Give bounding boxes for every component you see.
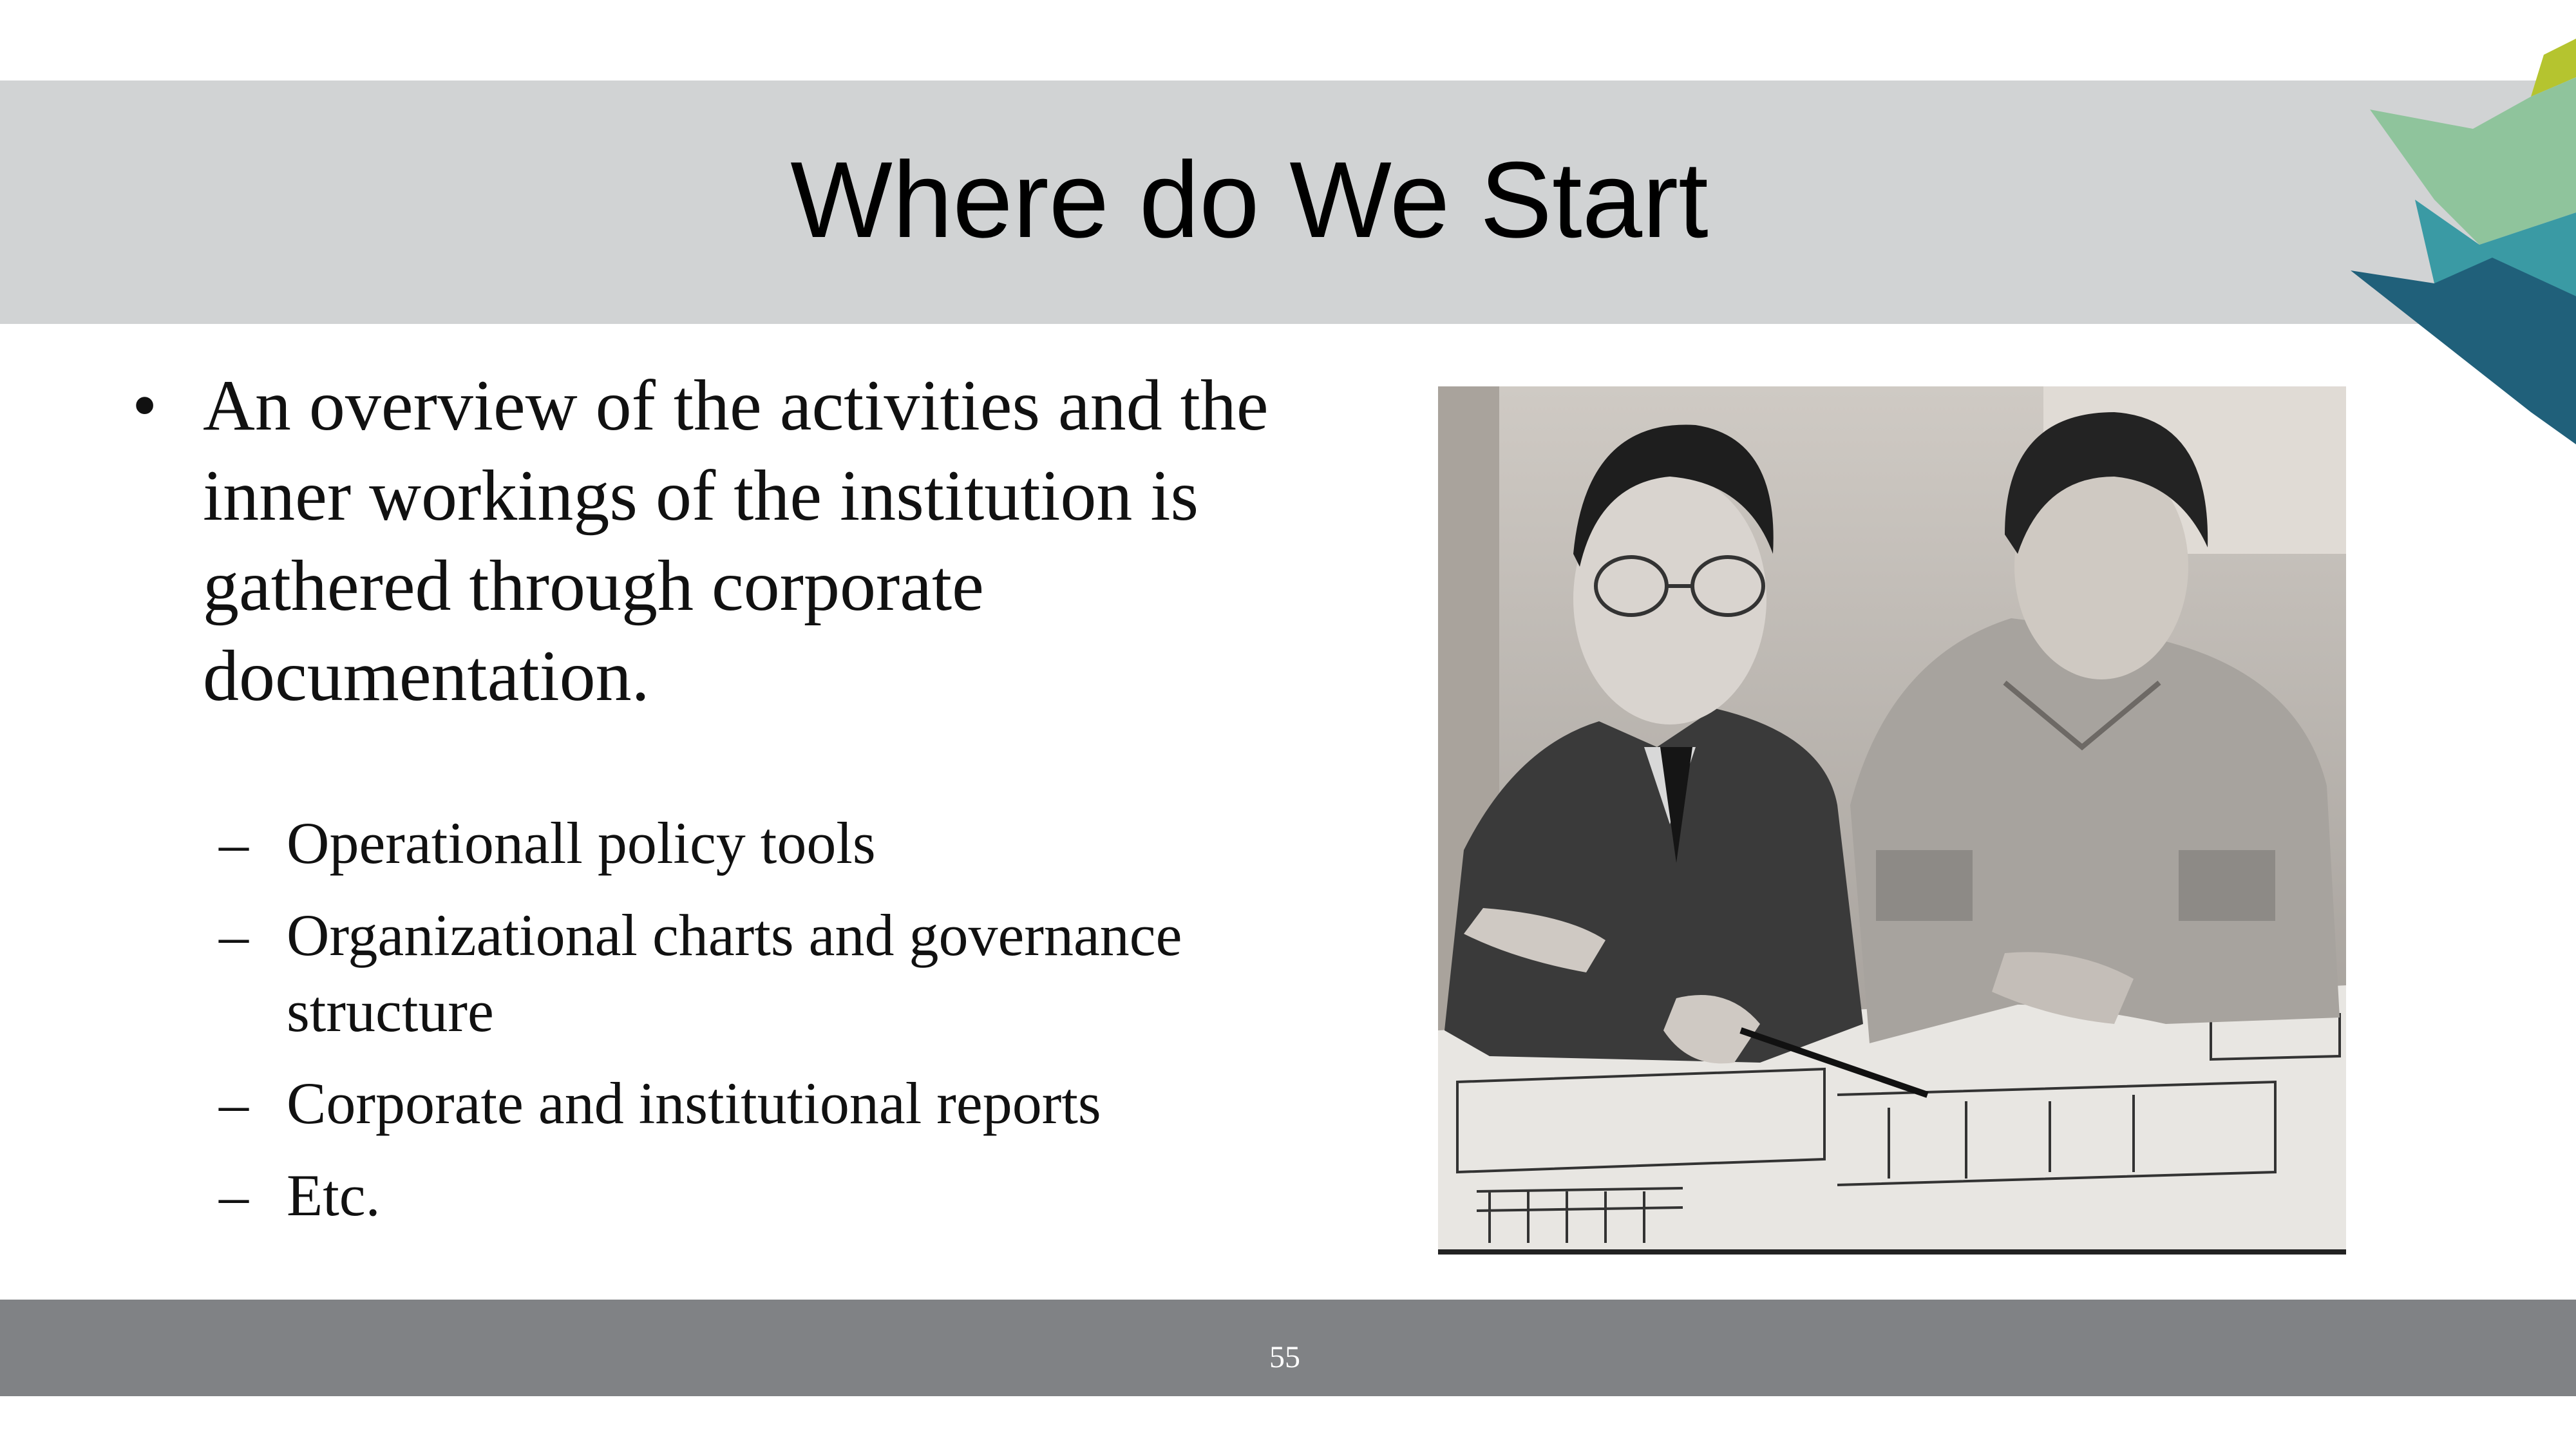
page-number: 55 [1269,1340,1300,1374]
archival-photo [1438,386,2346,1255]
sub-bullet-text: Operationall policy tools [287,810,876,876]
sub-bullet-item [122,897,1282,1049]
sub-bullet-item [122,805,1282,881]
leaf-logo-icon [2338,26,2576,464]
bullet-text: An overview of the activities and the inner workings of the institution is gathered through corporate documentation. [203,366,1269,716]
slide-title: Where do We Start [790,139,1709,260]
sub-bullet-dash: – [219,1070,249,1136]
bullet-list [122,361,1282,1249]
sub-bullet-list [122,805,1282,1233]
sub-bullet-text: Organizational charts and governance structure [287,902,1182,1044]
sub-bullet-dash: – [219,1162,249,1228]
archival-photo-two-men-reviewing-blueprint-icon [1438,386,2346,1249]
sub-bullet-item [122,1157,1282,1233]
sub-bullet-dash: – [219,902,249,968]
bullet-dot: • [132,366,158,446]
sub-bullet-item [122,1065,1282,1141]
sub-bullet-dash: – [219,810,249,876]
sub-bullet-text: Corporate and institutional reports [287,1070,1101,1136]
bullet-item [122,361,1282,721]
sub-bullet-text: Etc. [287,1162,381,1228]
